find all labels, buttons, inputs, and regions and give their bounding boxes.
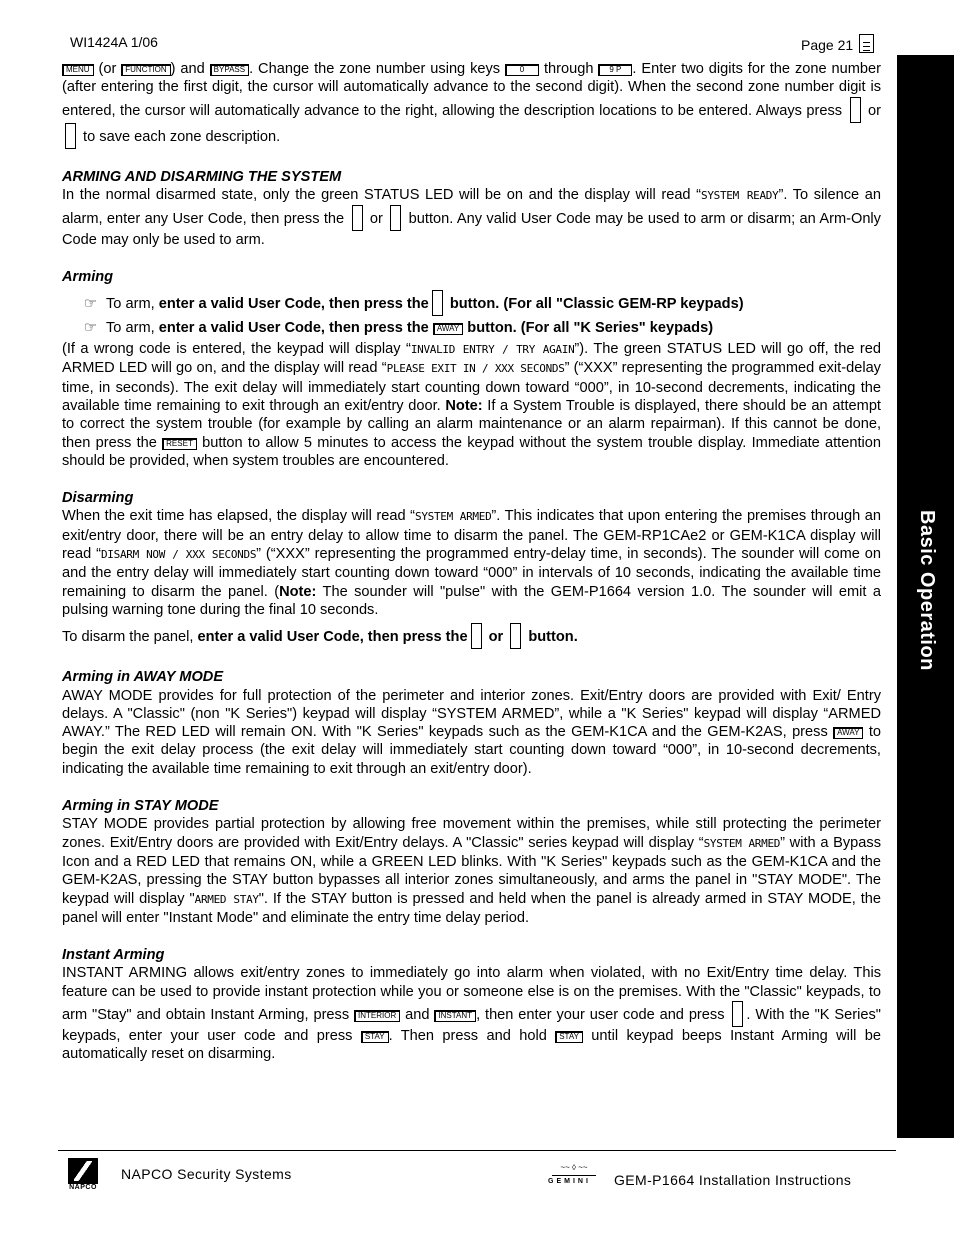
instant-key: INSTANT bbox=[434, 1010, 476, 1022]
zero-key: 0 bbox=[505, 64, 539, 76]
text: . Enter two digits for the zone number (after entering the first digit, the cursor will automatically advance to the second digit). When the second zone number digit is entered, the cursor will automatically advance to the right, allowing the description locations to be entered. Always press bbox=[62, 61, 881, 119]
napco-logo bbox=[60, 1158, 106, 1194]
lcd-text: SYSTEM ARMED bbox=[415, 510, 492, 524]
bold-text: button. bbox=[524, 629, 578, 646]
enter-key-icon bbox=[352, 205, 363, 231]
document-title: GEM-P1664 Installation Instructions bbox=[614, 1172, 852, 1188]
section-heading-arming: Arming bbox=[62, 269, 114, 286]
text: . Then press and hold bbox=[388, 1027, 556, 1044]
stay-key: STAY bbox=[555, 1031, 583, 1043]
away-key: AWAY bbox=[433, 323, 463, 335]
bullet-classic bbox=[62, 290, 881, 316]
text: ”. This indicates that upon entering the premises through an exit/entry door, there will be an entry delay to allow time to disarm the panel. The GEM-RP1CAe2 or GEM-K1CA display will read “ bbox=[62, 508, 881, 563]
text: ”). The green STATUS LED will go off, the red ARMED LED will go on, and the display will read “ bbox=[62, 341, 881, 377]
gemini-logo-text: GEMINI bbox=[548, 1178, 591, 1185]
pointing-hand-icon: ☞ bbox=[84, 319, 98, 336]
text: When the exit time has elapsed, the display will read “ bbox=[62, 508, 416, 525]
lcd-text: DISARM NOW / XXX SECONDS bbox=[100, 548, 257, 562]
text: to begin the exit delay process (the exit delay will immediately start counting down toward “000”, in 10-second decrements, indicating the available time remaining to exit through an exit/entry door). bbox=[62, 724, 882, 777]
note-label: Note: bbox=[445, 397, 483, 414]
side-tab-label: Basic Operation bbox=[916, 510, 938, 671]
arming-paragraph bbox=[62, 340, 881, 470]
stay-mode-paragraph bbox=[62, 815, 881, 927]
section-heading-away-mode: Arming in AWAY MODE bbox=[62, 669, 224, 686]
text: To disarm the panel, bbox=[62, 629, 198, 646]
arming-disarming-paragraph bbox=[62, 186, 881, 250]
text: If a System Trouble is displayed, there should be an attempt to correct the system trouble (for example by calling an alarm maintenance or an alarm repairman). If this cannot be done, then press the bbox=[62, 397, 881, 451]
text: button to allow 5 minutes to access the keypad without the system trouble display. Immediate attention should be provided, when system troubles are encountered. bbox=[62, 434, 881, 469]
page-number bbox=[801, 34, 874, 53]
interior-key: INTERIOR bbox=[354, 1010, 400, 1022]
text: STAY MODE provides partial protection by allowing free movement within the premises, while still protecting the perimeter zones. Exit/Entry doors are provided with Exit/Entry delays. A "Classic" series keypad will display “ bbox=[62, 816, 881, 851]
lcd-text: PLEASE EXIT IN / XXX SECONDS bbox=[386, 362, 565, 376]
text: button. Any valid User Code may be used to arm or disarm; an Arm-Only Code may only be used to arm. bbox=[62, 211, 881, 249]
section-heading-instant-arming: Instant Arming bbox=[62, 947, 165, 964]
text: The sounder will "pulse" with the GEM-P1664 version 1.0. The sounder will emit a pulsing warning tone during the final 10 seconds. bbox=[62, 583, 881, 618]
text: . With the "K Series" keypads, enter your user code and press bbox=[62, 1006, 881, 1044]
gemini-logo bbox=[544, 1163, 602, 1189]
text: or bbox=[365, 211, 388, 228]
lcd-text: INVALID ENTRY / TRY AGAIN bbox=[410, 343, 575, 357]
enter-key-icon bbox=[850, 97, 861, 123]
bypass-key: BYPASS bbox=[210, 64, 249, 76]
nine-key: 9 P bbox=[598, 64, 632, 76]
on-off-key-icon bbox=[390, 205, 401, 231]
stay-key: STAY bbox=[361, 1031, 389, 1043]
text: AWAY MODE provides for full protection of the perimeter and interior zones. Exit/Entry doors are provided with Exit/ Entry delays. A "Classic" (non "K Series") keypad will display “SYSTEM ARMED”, while a "K Series" keypad will display “ARMED AWAY.” The RED LED will remain ON. With "K Series" keypads such as the GEM-K1CA and the GEM-K2AS, press bbox=[62, 687, 881, 741]
on-off-key-icon bbox=[510, 623, 521, 649]
napco-logo-mark bbox=[68, 1158, 98, 1184]
text: To arm, bbox=[106, 319, 159, 336]
text: through bbox=[539, 61, 599, 77]
intro-paragraph bbox=[62, 60, 881, 149]
gemini-logo-mark: ~~ ◊ ~~ bbox=[552, 1163, 596, 1176]
function-key: FUNCTION bbox=[121, 64, 170, 76]
menu-key: MENU bbox=[62, 64, 94, 76]
text: (or bbox=[98, 61, 122, 77]
text: In the normal disarmed state, only the green STATUS LED will be on and the display will read “ bbox=[62, 186, 702, 203]
text: to save each zone description. bbox=[79, 128, 281, 145]
on-off-key-icon bbox=[732, 1001, 743, 1027]
on-off-key-icon bbox=[432, 290, 443, 316]
away-key: AWAY bbox=[833, 727, 863, 739]
bold-text: enter a valid User Code, then press the bbox=[197, 629, 468, 646]
lcd-text: SYSTEM ARMED bbox=[703, 836, 781, 850]
note-label: Note: bbox=[279, 583, 317, 600]
company-name: NAPCO Security Systems bbox=[121, 1166, 292, 1182]
doc-id: WI1424A 1/06 bbox=[70, 34, 158, 50]
pointing-hand-icon: ☞ bbox=[84, 295, 98, 312]
instant-arming-paragraph bbox=[62, 964, 881, 1063]
text: . Change the zone number using keys bbox=[249, 61, 506, 77]
text: ". If the STAY button is pressed and held when the panel is already armed in STAY MODE, the panel will enter "Instant Mode" and eliminate the entry time delay period. bbox=[62, 890, 881, 926]
bold-text: button. (For all "K Series" keypads) bbox=[463, 319, 714, 336]
section-heading-stay-mode: Arming in STAY MODE bbox=[62, 798, 219, 815]
bold-text: enter a valid User Code, then press the bbox=[158, 295, 429, 312]
reset-key: RESET bbox=[162, 438, 197, 450]
text: and bbox=[400, 1006, 435, 1023]
text: INSTANT ARMING allows exit/entry zones to immediately go into alarm when violated, with no Exit/Entry time delay. This feature can be used to provide instant protection while you or someone else is on the premises. With the "Classic" keypads, to arm "Stay" and obtain Instant Arming, press bbox=[62, 965, 881, 1023]
bold-text: button. (For all "Classic GEM-RP keypads) bbox=[445, 295, 744, 312]
text: ” with a Bypass Icon and a RED LED that remains ON, while a GREEN LED blinks. With "K Series" keypads such as the GEM-K1CA and the GEM-K2AS, pressing the STAY button bypasses all interior zones simultaneously, and arms the panel in "STAY MODE". The keypad will display " bbox=[62, 834, 882, 907]
section-heading-disarming: Disarming bbox=[62, 490, 134, 507]
bold-text: or bbox=[484, 629, 508, 646]
text: To arm, bbox=[106, 295, 159, 312]
page-content bbox=[62, 60, 881, 1064]
napco-logo-text: NAPCO bbox=[69, 1184, 97, 1191]
enter-key-icon bbox=[471, 623, 482, 649]
lcd-text: SYSTEM READY bbox=[701, 188, 779, 202]
bold-text: enter a valid User Code, then press the bbox=[158, 319, 429, 336]
text: ) and bbox=[170, 61, 210, 77]
section-heading-arming-disarming: ARMING AND DISARMING THE SYSTEM bbox=[62, 168, 342, 185]
bullet-k-series bbox=[62, 319, 881, 337]
disarming-paragraph bbox=[62, 507, 881, 619]
page-number-text: Page 21 bbox=[801, 37, 854, 53]
text: ”. To silence an alarm, enter any User Code, then press the bbox=[62, 186, 881, 228]
page-icon bbox=[859, 34, 874, 53]
text: ” (“XXX” representing the programmed entry-delay time, in seconds). The sounder will come on and the entry delay will immediately start counting down toward “000” in intervals of 10 seconds, indicating the available time remaining to disarm the panel. ( bbox=[62, 546, 882, 600]
text: (If a wrong code is entered, the keypad will display “ bbox=[62, 341, 411, 358]
text: or bbox=[863, 102, 882, 119]
lcd-text: ARMED STAY bbox=[194, 892, 259, 906]
text: ” (“XXX” representing the programmed exit-delay time, in seconds). The exit delay will immediately start counting down toward “000”, in 10-second decrements, indicating the available time remaining to exit through an exit/entry door. bbox=[62, 360, 881, 414]
away-mode-paragraph bbox=[62, 687, 881, 778]
text: , then enter your user code and press bbox=[476, 1006, 730, 1023]
footer-divider bbox=[58, 1150, 896, 1151]
on-off-key-icon bbox=[65, 123, 76, 149]
disarm-instruction bbox=[62, 623, 881, 649]
text: until keypad beeps Instant Arming will be automatically reset on disarming. bbox=[62, 1027, 881, 1063]
